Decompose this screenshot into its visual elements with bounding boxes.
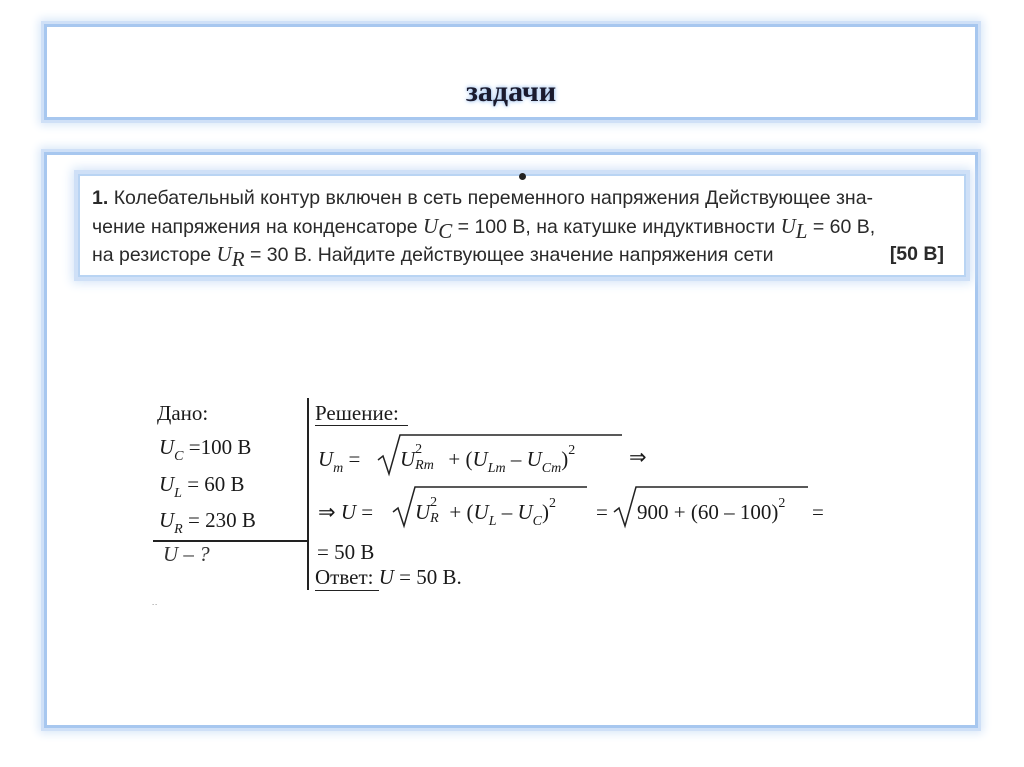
eq1-equals: = — [348, 447, 361, 471]
uc-subscript: C — [438, 218, 453, 243]
eq1-term-c: U — [526, 447, 542, 471]
eq2-term-c-sub: C — [532, 514, 542, 529]
eq1-term-b: U — [472, 447, 488, 471]
equation-1-radicand — [400, 442, 576, 476]
equation-2-radicand — [415, 495, 556, 529]
given-unknown: U – ? — [163, 542, 210, 566]
given-row-ur — [159, 508, 256, 537]
solution-heading-underline — [315, 425, 408, 426]
eq1-term-a-sup: 2 — [415, 442, 423, 457]
problem-number: 1. — [92, 187, 109, 209]
given-ul-value: = 60 В — [187, 472, 245, 496]
eq2-term-c: U — [517, 500, 533, 524]
uc-symbol: U — [423, 214, 439, 238]
eq2-numeric-sup: 2 — [778, 496, 786, 511]
eq2-lhs-symbol: U — [340, 500, 357, 524]
eq1-outer-sup: 2 — [568, 443, 576, 458]
eq1-implies-arrow: ⇒ — [629, 445, 647, 469]
eq2-equals-3: = — [812, 500, 824, 524]
eq2-term-a-sub: R — [430, 511, 439, 526]
eq2-term-a-sup: 2 — [430, 495, 438, 510]
stray-mark: ˙˙ — [152, 603, 158, 613]
problem-text-2c: = 60 В, — [807, 216, 876, 238]
problem-text-2a: чение напряжения на конденсаторе — [92, 216, 418, 238]
eq2-paren-open: ( — [466, 500, 474, 524]
answer-symbol: U — [378, 565, 394, 589]
given-ur-sub: R — [174, 522, 183, 537]
ur-symbol: U — [216, 242, 232, 266]
answer-colon: : — [367, 565, 374, 589]
solution-result: = 50 В — [317, 540, 375, 564]
problem-text-1: Колебательный контур включен в сеть переменного напряжения Действующее зна- — [113, 187, 874, 209]
given-row-uc — [159, 435, 252, 464]
eq1-lhs-sub: m — [333, 461, 344, 476]
eq2-numeric-expression: 900 + (60 – 100) — [637, 500, 779, 524]
ur-subscript: R — [231, 246, 245, 271]
problem-text-3b: = 30 В. Найдите действующее значение напряжения сети — [244, 244, 774, 266]
eq1-term-a: U — [400, 447, 416, 471]
equation-2-lhs — [318, 500, 373, 525]
eq1-term-b-sub: Lm — [487, 461, 506, 476]
ul-symbol: U — [780, 214, 796, 238]
problem-line-2 — [92, 212, 944, 243]
eq1-paren-close: ) — [561, 447, 569, 471]
eq2-equals: = — [361, 500, 374, 524]
problem-line-3 — [92, 240, 944, 271]
solution-heading: Решение — [315, 401, 394, 425]
equation-1-lhs — [318, 447, 361, 476]
given-ur-symbol: U — [159, 508, 175, 532]
eq2-outer-sup: 2 — [549, 496, 556, 511]
given-underline — [153, 540, 307, 542]
problem-statement — [78, 174, 966, 277]
problem-text-3a: на резисторе — [92, 244, 212, 266]
given-uc-value: =100 В — [188, 435, 252, 459]
eq1-term-c-sub: Cm — [541, 461, 562, 476]
eq1-minus: – — [510, 447, 522, 471]
given-solution-divider — [307, 398, 309, 590]
eq2-term-b-sub: L — [488, 514, 497, 529]
problem-text-2b: = 100 В, на катушке индуктивности — [452, 216, 776, 238]
given-heading: Дано: — [157, 401, 209, 425]
eq1-term-a-sub: Rm — [415, 458, 434, 473]
answer-value: = 50 В. — [393, 565, 462, 589]
eq1-plus: + — [448, 447, 461, 471]
given-uc-sub: C — [174, 449, 184, 464]
eq2-numeric-radicand — [637, 496, 786, 525]
bullet-dot — [519, 173, 526, 180]
problem-answer: [50 В] — [889, 243, 944, 265]
answer-label-underline — [315, 590, 379, 591]
solution-colon: : — [393, 401, 399, 425]
eq2-implies-arrow: ⇒ — [318, 500, 336, 524]
title-panel — [44, 24, 978, 120]
given-row-ul — [159, 472, 245, 501]
solution-heading-wrap — [315, 401, 399, 426]
eq2-equals-2: = — [596, 500, 608, 524]
solution-answer — [315, 565, 462, 590]
answer-label: Ответ — [315, 565, 368, 589]
given-uc-symbol: U — [159, 435, 175, 459]
eq2-paren-close: ) — [542, 500, 549, 524]
eq2-term-b: U — [473, 500, 489, 524]
eq2-minus: – — [501, 500, 513, 524]
eq2-plus: + — [449, 500, 462, 524]
given-ul-symbol: U — [159, 472, 175, 496]
eq2-term-a: U — [415, 500, 431, 524]
problem-line-1 — [92, 184, 944, 212]
given-ur-value: = 230 В — [187, 508, 256, 532]
ul-subscript: L — [795, 218, 808, 243]
slide-title: задачи — [465, 75, 557, 108]
given-ul-sub: L — [174, 486, 182, 501]
eq1-paren-open: ( — [465, 447, 473, 471]
eq1-lhs-symbol: U — [318, 447, 334, 471]
